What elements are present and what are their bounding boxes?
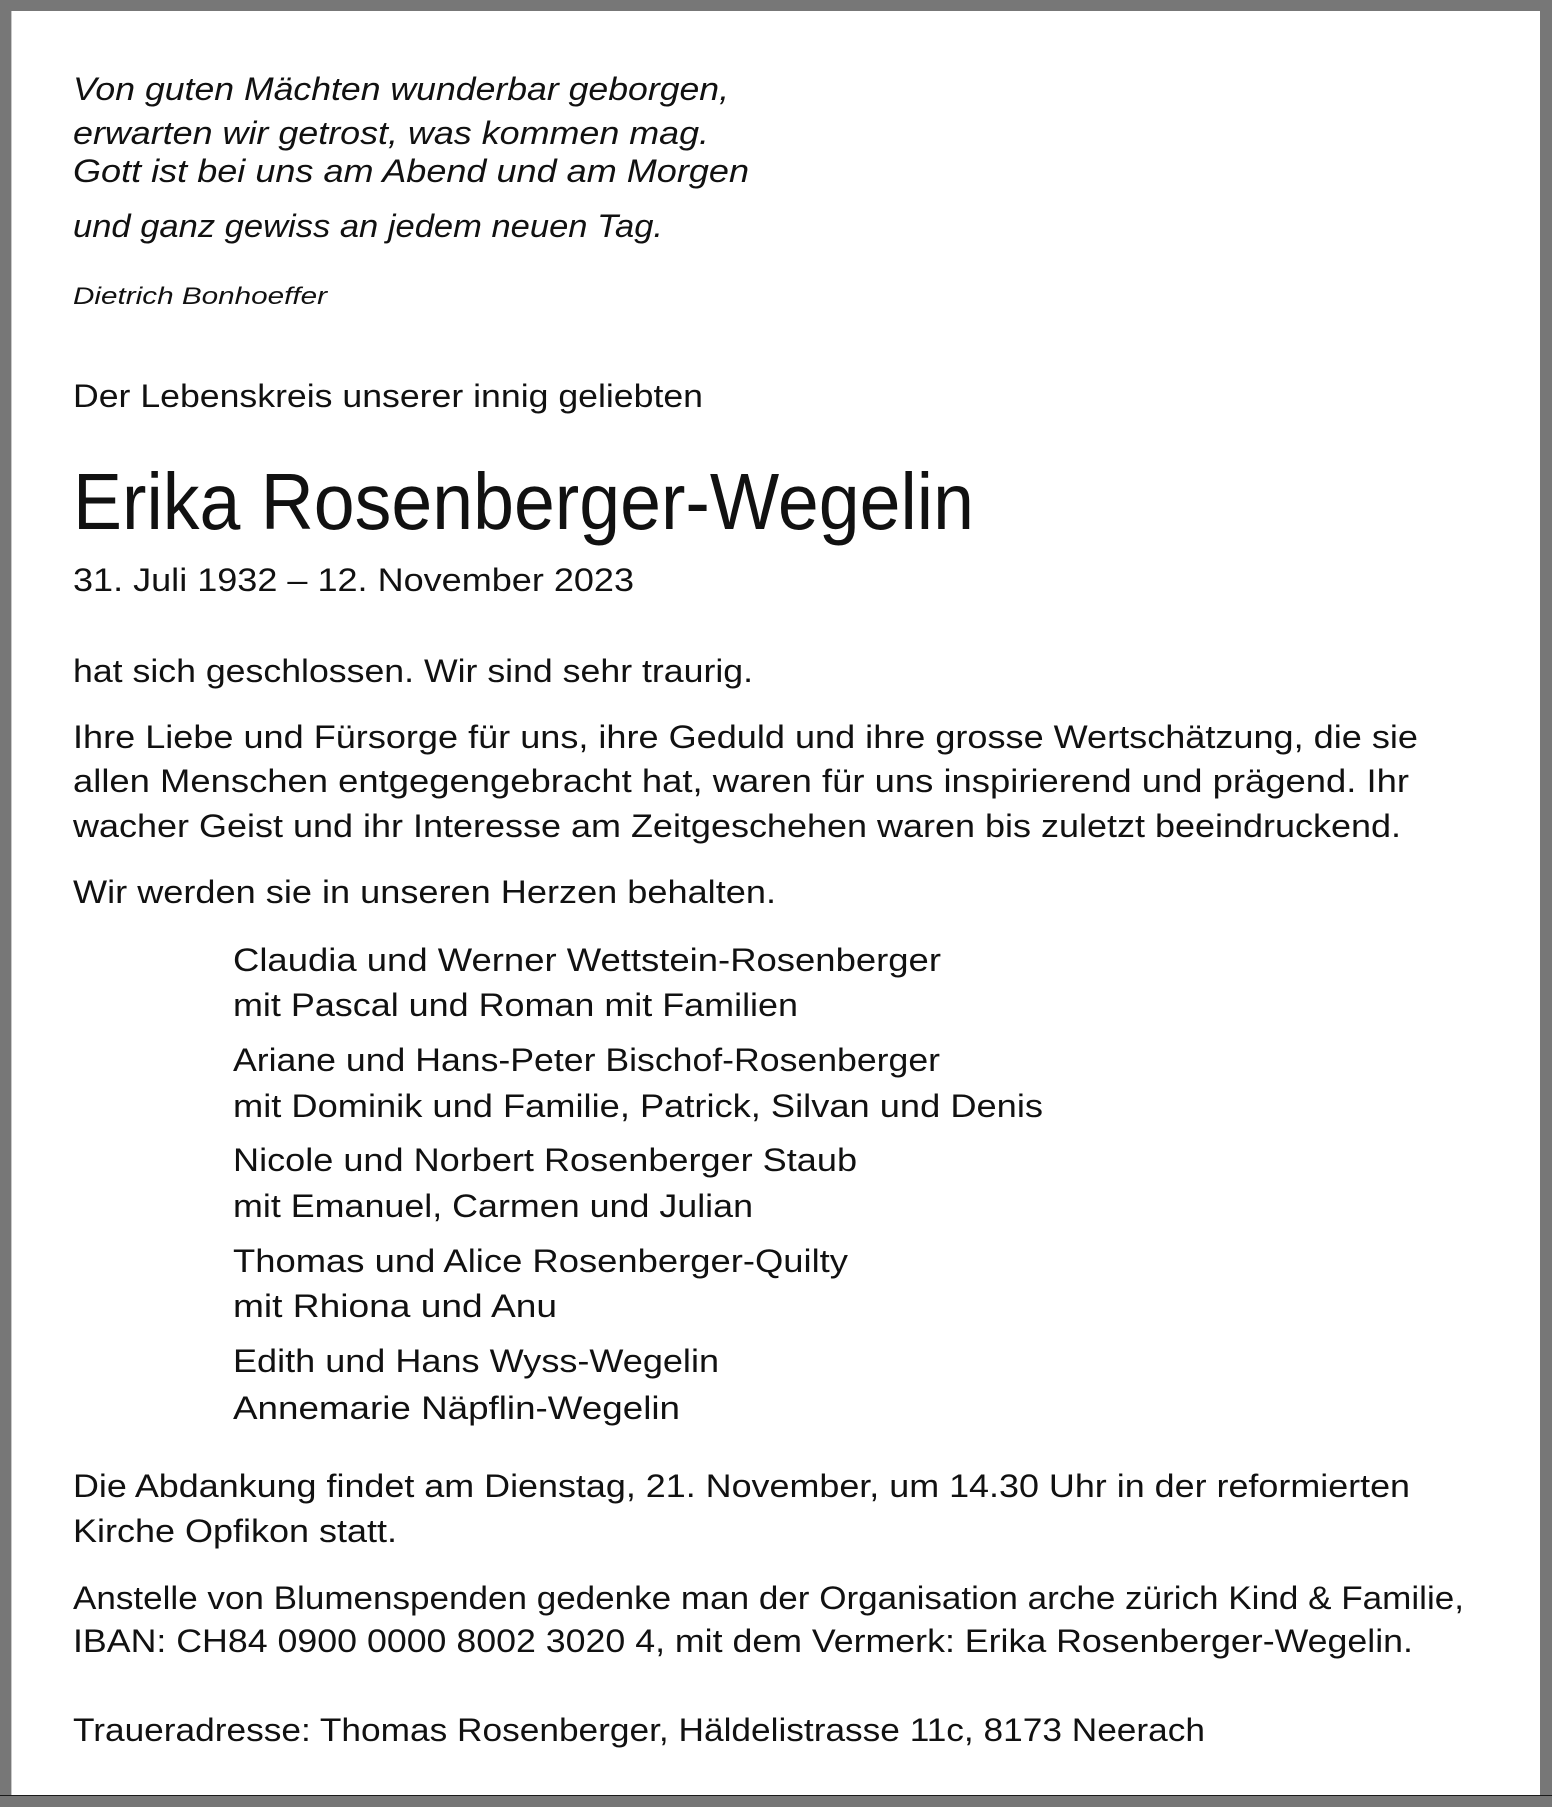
mourner-line: mit Dominik und Familie, Patrick, Silvan und Denis bbox=[233, 1088, 1044, 1124]
donation-line: Anstelle von Blumenspenden gedenke man der Organisation arche zürich Kind & Familie, bbox=[73, 1580, 1464, 1616]
mourner-line: mit Rhiona und Anu bbox=[233, 1288, 558, 1324]
mourner-line: mit Pascal und Roman mit Familien bbox=[233, 987, 798, 1023]
service-line: Die Abdankung findet am Dienstag, 21. November, um 14.30 Uhr in der reformierten bbox=[73, 1468, 1411, 1504]
closing-line: hat sich geschlossen. Wir sind sehr traurig. bbox=[73, 653, 754, 689]
quote-line: Von guten Mächten wunderbar geborgen, bbox=[73, 71, 730, 107]
mourner-line: Claudia und Werner Wettstein-Rosenberger bbox=[233, 942, 941, 978]
mourner-line: Edith und Hans Wyss-Wegelin bbox=[233, 1343, 720, 1379]
remembrance-line: Wir werden sie in unseren Herzen behalten. bbox=[73, 874, 776, 910]
mourner-line: Nicole und Norbert Rosenberger Staub bbox=[233, 1142, 858, 1178]
tribute-line: wacher Geist und ihr Interesse am Zeitgeschehen waren bis zuletzt beeindruckend. bbox=[73, 808, 1402, 844]
quote-line: und ganz gewiss an jedem neuen Tag. bbox=[73, 208, 664, 244]
donation-line: IBAN: CH84 0900 0000 8002 3020 4, mit dem Vermerk: Erika Rosenberger-Wegelin. bbox=[73, 1623, 1413, 1659]
mourner-line: Ariane und Hans-Peter Bischof-Rosenberger bbox=[233, 1042, 941, 1078]
tribute-line: allen Menschen entgegengebracht hat, waren für uns inspirierend und prägend. Ihr bbox=[73, 763, 1410, 799]
quote-line: Gott ist bei uns am Abend und am Morgen bbox=[73, 153, 749, 189]
mourner-line: Thomas und Alice Rosenberger-Quilty bbox=[233, 1243, 848, 1279]
life-dates: 31. Juli 1932 – 12. November 2023 bbox=[73, 562, 635, 598]
deceased-name: Erika Rosenberger-Wegelin bbox=[73, 457, 974, 546]
mourning-address: Traueradresse: Thomas Rosenberger, Häldelistrasse 11c, 8173 Neerach bbox=[73, 1712, 1205, 1748]
quote-line: erwarten wir getrost, was kommen mag. bbox=[73, 115, 709, 151]
tribute-line: Ihre Liebe und Fürsorge für uns, ihre Geduld und ihre grosse Wertschätzung, die sie bbox=[73, 719, 1418, 755]
mourner-line: mit Emanuel, Carmen und Julian bbox=[233, 1188, 754, 1224]
page-bottom-edge bbox=[0, 1795, 1552, 1796]
service-line: Kirche Opfikon statt. bbox=[73, 1513, 397, 1549]
intro-text: Der Lebenskreis unserer innig geliebten bbox=[73, 378, 703, 414]
mourner-line: Annemarie Näpflin-Wegelin bbox=[233, 1390, 681, 1426]
obituary-notice bbox=[11, 11, 1540, 1795]
quote-author: Dietrich Bonhoeffer bbox=[73, 283, 328, 310]
